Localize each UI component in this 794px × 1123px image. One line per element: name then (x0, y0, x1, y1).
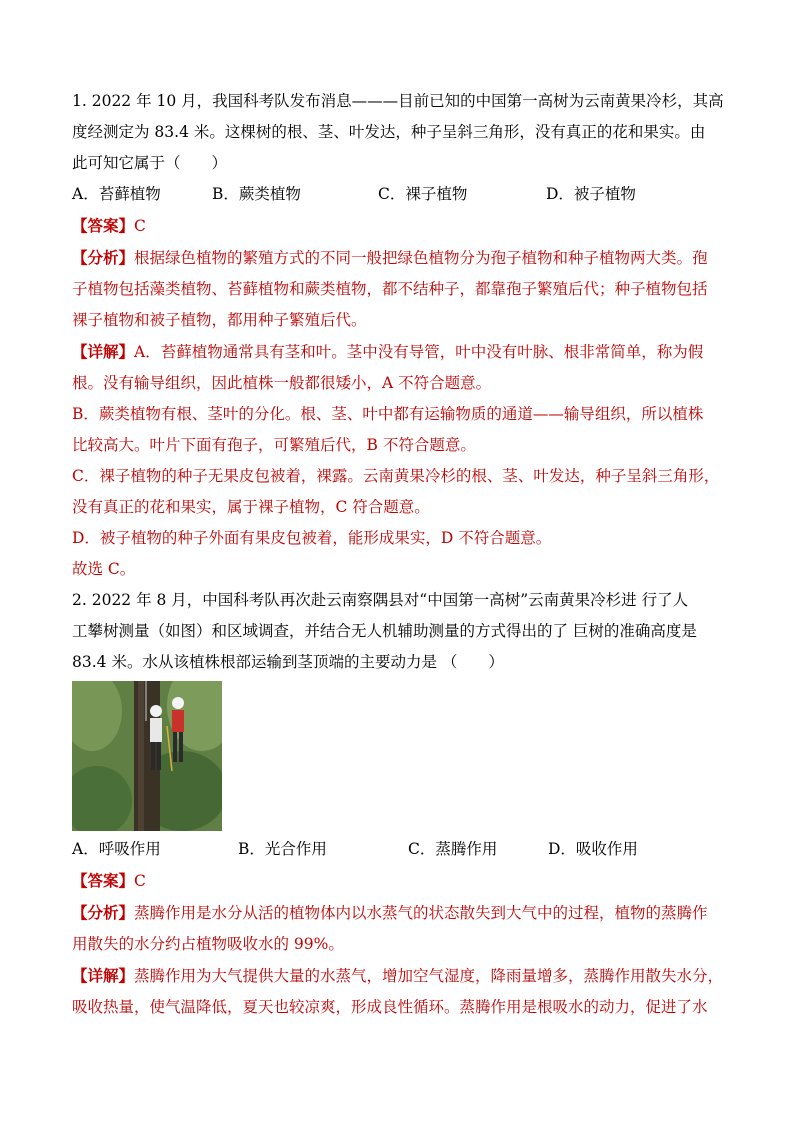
q1-detail-line: C．裸子植物的种子无果皮包被着，裸露。云南黄果冷杉的根、茎、叶发达，种子呈斜三角形， (72, 467, 720, 485)
q2-detail-line: 吸收热量，使气温降低，夏天也较凉爽，形成良性循环。蒸腾作用是根吸水的动力，促进了水 (72, 998, 708, 1016)
q1-detail-line: 根。没有输导组织，因此植株一般都很矮小，A 不符合题意。 (72, 374, 492, 392)
analysis-tag: 【分析】 (72, 248, 135, 267)
detail-tag: 【详解】 (72, 966, 135, 985)
q1-option-d: D．被子植物 (546, 185, 636, 203)
q1-analysis-line: 裸子植物和被子植物，都用种子繁殖后代。 (72, 311, 367, 329)
answer-value: C (134, 217, 146, 235)
q1-analysis-line: 子植物包括藻类植物、苔藓植物和蕨类植物，都不结种子，都靠孢子繁殖后代；种子植物包括 (72, 280, 708, 298)
q2-option-d: D．吸收作用 (548, 840, 638, 858)
q1-conclusion: 故选 C。 (72, 560, 136, 578)
q1-detail-line (72, 336, 724, 368)
q1-answer (72, 210, 724, 242)
tree-climbing-photo (72, 681, 222, 831)
answer-tag: 【答案】 (72, 871, 135, 890)
q2-options (72, 834, 724, 865)
q2-stem-line: 2. 2022 年 8 月，中国科考队再次赴云南察隅县对“中国第一高树”云南黄果冷杉进 行了人 (72, 591, 689, 609)
q1-option-a: A．苔藓植物 (72, 185, 161, 203)
q2-option-b: B．光合作用 (238, 840, 327, 858)
analysis-tag: 【分析】 (72, 903, 135, 922)
q1-option-c: C．裸子植物 (378, 185, 468, 203)
q2-detail-line (72, 960, 724, 992)
q1-options (72, 179, 724, 210)
q1-option-b: B．蕨类植物 (212, 185, 301, 203)
q1-detail-line: 比较高大。叶片下面有孢子，可繁殖后代，B 不符合题意。 (72, 436, 476, 454)
q1-detail-line: 没有真正的花和果实，属于裸子植物，C 符合题意。 (72, 498, 430, 516)
analysis-text: 根据绿色植物的繁殖方式的不同一般把绿色植物分为孢子植物和种子植物两大类。孢 (134, 249, 708, 267)
document-page (72, 86, 724, 1023)
q1-analysis-line (72, 242, 724, 274)
answer-tag: 【答案】 (72, 216, 135, 235)
q2-analysis-line (72, 897, 724, 929)
q1-detail-line: D．被子植物的种子外面有果皮包被着，能形成果实，D 不符合题意。 (72, 529, 552, 547)
q2-option-c: C．蒸腾作用 (408, 840, 498, 858)
q2-stem-line: 83.4 米。水从该植株根部运输到茎顶端的主要动力是 （ ） (72, 653, 504, 671)
q2-answer (72, 865, 724, 897)
analysis-text: 蒸腾作用是水分从活的植物体内以水蒸气的状态散失到大气中的过程，植物的蒸腾作 (134, 904, 708, 922)
q2-analysis-line: 用散失的水分约占植物吸收水的 99%。 (72, 935, 344, 953)
detail-text: A．苔藓植物通常具有茎和叶。茎中没有导管，叶中没有叶脉、根非常简单，称为假 (134, 343, 704, 361)
q1-stem-line: 此可知它属于（ ） (72, 154, 228, 172)
q2-stem-line: 工攀树测量（如图）和区域调查，并结合无人机辅助测量的方式得出的了 巨树的准确高度是 (72, 622, 697, 640)
tree-climbing-illustration (72, 681, 222, 831)
question-1 (72, 86, 724, 585)
q1-stem-line: 度经测定为 83.4 米。这棵树的根、茎、叶发达，种子呈斜三角形，没有真正的花和果实。由 (72, 123, 706, 141)
detail-tag: 【详解】 (72, 342, 135, 361)
q1-stem-line: 1. 2022 年 10 月，我国科考队发布消息———目前已知的中国第一高树为云南黄果冷杉，其高 (72, 92, 724, 110)
answer-value: C (134, 872, 146, 890)
q1-detail-line: B．蕨类植物有根、茎叶的分化。根、茎、叶中都有运输物质的通道——输导组织，所以植株 (72, 405, 704, 423)
question-2 (72, 585, 724, 1023)
detail-text: 蒸腾作用为大气提供大量的水蒸气，增加空气湿度，降雨量增多，蒸腾作用散失水分， (134, 967, 724, 985)
q2-option-a: A．呼吸作用 (72, 840, 161, 858)
